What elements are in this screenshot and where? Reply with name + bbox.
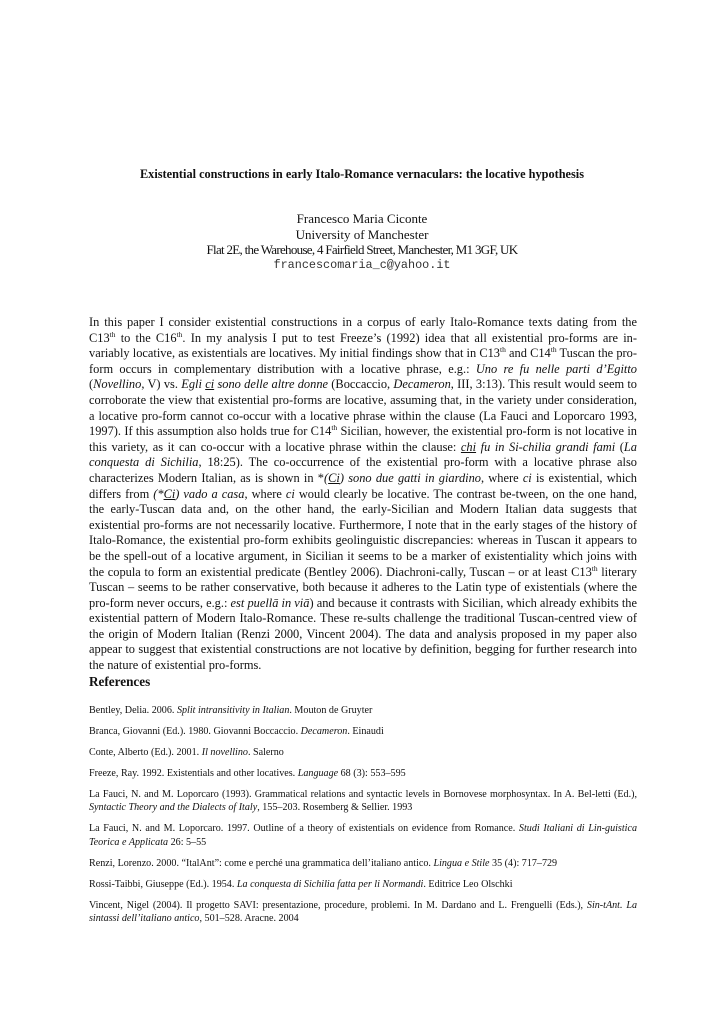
example-proform: chi: [460, 439, 477, 454]
work-title: Novellino: [93, 377, 142, 392]
abstract-text: to the C16: [115, 330, 177, 345]
example-italic: fu in Si-chilia grandi fami: [476, 439, 616, 454]
reference-item: Bentley, Delia. 2006. Split intransitivity in Italian. Mouton de Gruyter: [89, 705, 373, 716]
reference-item: La Fauci, N. and M. Loporcaro (1993). Grammatical relations and syntactic levels in Bornovese morphosyntax. In A. Bel-letti (Ed.), Syntactic Theory and the Dialects of Italy, 155–203. Rosemberg & Sellier. 1993: [89, 789, 637, 814]
abstract-text: , V) vs.: [141, 377, 182, 392]
example-italic: ) vado a casa: [175, 486, 245, 501]
reference-item: Vincent, Nigel (2004). Il progetto SAVI: presentazione, procedure, problemi. In M. Dardano and L. Frenguelli (Eds.), Sin-tAnt. La sintassi dell’italiano antico, 501–528. Aracne. 2004: [89, 899, 637, 925]
abstract-text: literary Tuscan – seems to be rather conservative, both because it adheres to the Latin type of existentials (where the pro-form never occurs, e.g.:: [89, 564, 637, 610]
paper-title: Existential constructions in early Italo-Romance vernaculars: the locative hypothesis: [139, 167, 584, 181]
abstract-text: , III, 3:13). This result would seem to corroborate the view that existential pro-forms are locative, assuming that, in the variety under consideration, a locative pro-form cannot co-occur with a locative phrase within the clause (La Fauci and Loporcaro 1993, 1997). If this assumption also holds true for C14: [89, 377, 638, 439]
reference-item: Rossi-Taibbi, Giuseppe (Ed.). 1954. La conquesta di Sichilia fatta per li Normandi. Editrice Leo Olschki: [89, 878, 513, 890]
work-title: Decameron: [393, 377, 451, 392]
superscript: th: [109, 329, 116, 339]
reference-item: La Fauci, N. and M. Loporcaro. 1997. Outline of a theory of existentials on evidence from Romance. Studi Italiani di Lin-guistica Teorica e Applicata 26: 5–55: [89, 823, 638, 848]
abstract-text: and C14: [505, 346, 551, 361]
example-italic: ci: [522, 470, 532, 485]
example-proform: ci: [205, 377, 215, 392]
abstract-text: In this paper I consider existential constructions in a corpus of early Italo-Romance texts dating from the C13: [89, 315, 637, 345]
references-heading: References: [89, 674, 151, 689]
abstract-text: , 18:25). The co-occurrence of the existential pro-form with a locative phrase also characterizes Modern Italian, as is shown in *: [89, 455, 637, 485]
author-name: Francesco Maria Ciconte: [296, 211, 428, 226]
example-proform: Ci: [163, 486, 176, 501]
abstract-text: . In my analysis I put to test Freeze’s (1992) idea that all existential pro-forms are in-variably locative, as existentials are locatives. My initial findings show that in C13: [89, 330, 637, 361]
example-italic: ) sono due gatti in giardino: [339, 470, 481, 485]
superscript: th: [176, 329, 183, 339]
superscript: th: [331, 423, 338, 433]
work-title: La conquesta di Sichilia: [89, 439, 637, 470]
superscript: th: [550, 345, 557, 355]
abstract-text: (Boccaccio,: [328, 377, 394, 392]
example-italic: Egli: [181, 377, 206, 392]
example-proform: Ci: [328, 470, 340, 485]
superscript: th: [591, 563, 598, 573]
example-italic: (*: [153, 486, 164, 501]
reference-item: Branca, Giovanni (Ed.). 1980. Giovanni Boccaccio. Decameron. Einaudi: [89, 726, 384, 737]
author-block: [60, 211, 664, 272]
abstract-text: would clearly be locative. The contrast be-tween, on the one hand, the early-Tuscan data and, on the other hand, the early-Sicilian and Modern Italian data suggests that existential pro-forms are not necessarily locative. Furthermore, I note that in the early stages of the history of Italo-Romance, the existential pro-form exhibits geolinguistic discrepancies: whereas in Tuscan it appears to be the spell-out of a locative argument, in Sicilian it seems to be a marker of existentiality which joins with the copula to form an existential predicate (Bentley 2006). Diachroni-cally, Tuscan – or at least C13: [89, 486, 638, 579]
superscript: th: [500, 345, 506, 355]
abstract-text: Tuscan the pro-form occurs in complementary distribution with a locative phrase, e.g.:: [89, 346, 637, 376]
abstract-text: ) and because it contrasts with Sicilian, which already exhibits the existential pattern of Modern Italo-Romance. These re-sults challenge the traditional Tuscan-centred view of the origin of Modern Italian (Renzi 2000, Vincent 2004). The data and analysis proposed in my paper also appear to suggest that existential constructions are not locative by definition, begging for further research into the nature of existential pro-forms.: [89, 595, 638, 673]
abstract-text: is existential, which differs from: [89, 470, 638, 501]
abstract-text: , where: [480, 470, 523, 485]
author-address: Flat 2E, the Warehouse, 4 Fairfield Street, Manchester, M1 3GF, UK: [206, 242, 518, 257]
reference-item: Conte, Alberto (Ed.). 2001. Il novellino. Salerno: [89, 747, 284, 758]
example-italic: (: [323, 470, 329, 485]
abstract-text: (: [615, 439, 624, 454]
example-italic: sono delle altre donne: [214, 377, 329, 392]
references-list: [89, 704, 637, 933]
abstract-paragraph: [89, 315, 637, 674]
example-italic: ci: [285, 486, 295, 501]
abstract-text: Sicilian, however, the existential pro-form is not locative in this variety, as it can co-occur with a locative phrase within the clause:: [89, 424, 637, 454]
reference-item: Renzi, Lorenzo. 2000. “ItalAnt”: come e perché una grammatica dell’italiano antico. Lingua e Stile 35 (4): 717–729: [89, 857, 558, 869]
abstract-text: , where: [244, 486, 286, 501]
abstract-text: (: [89, 377, 94, 392]
author-email[interactable]: francescomaria_c@yahoo.it: [273, 257, 451, 272]
author-affiliation: University of Manchester: [295, 226, 429, 242]
example-italic: est puellā in viā: [230, 595, 310, 610]
reference-item: Freeze, Ray. 1992. Existentials and other locatives. Language 68 (3): 553–595: [89, 768, 406, 779]
example-italic: Uno re fu nelle parti d’Egitto: [475, 361, 637, 376]
